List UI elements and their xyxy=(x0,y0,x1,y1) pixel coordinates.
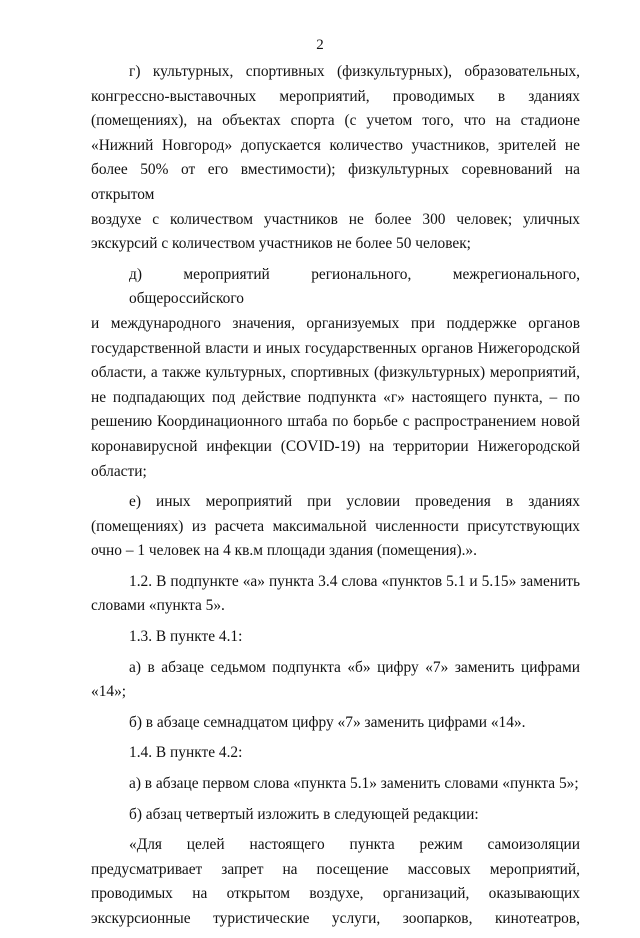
paragraph xyxy=(91,490,580,564)
text-line: 1.4. В пункте 4.2: xyxy=(129,744,243,762)
text-line: д) мероприятий регионального, межрегионального, общероссийского xyxy=(129,265,580,308)
text-line: области; xyxy=(91,462,147,480)
text-line: (помещениях), на объектах спорта (с учетом того, что на стадионе xyxy=(91,112,580,130)
text-line: а) в абзаце первом слова «пункта 5.1» заменить словами «пункта 5»; xyxy=(129,775,579,793)
text-line: «Нижний Новгород» допускается количество участников, зрителей не xyxy=(91,136,580,154)
paragraph xyxy=(91,711,580,736)
text-line: более 50% от его вместимости); физкультурных соревнований на открытом xyxy=(91,161,580,203)
document-body xyxy=(91,60,580,938)
text-line: «Для целей настоящего пункта режим самоизоляции xyxy=(129,836,580,854)
text-line: «14»; xyxy=(91,683,127,701)
text-line: конгрессно-выставочных мероприятий, проводимых в зданиях xyxy=(91,87,580,105)
text-line: г) культурных, спортивных (физкультурных), образовательных, xyxy=(129,63,580,80)
paragraph xyxy=(91,263,580,484)
text-line: государственной власти и иных государственных органов Нижегородской xyxy=(91,339,580,357)
text-line: (помещениях) из расчета максимальной численности присутствующих xyxy=(91,517,580,535)
text-line: экскурсионные туристические услуги, зоопарков, кинотеатров, xyxy=(91,910,580,927)
text-line: а) в абзаце седьмом подпункта «б» цифру «7» заменить цифрами xyxy=(129,658,580,676)
paragraph xyxy=(91,772,580,797)
text-line: очно – 1 человек на 4 кв.м площади здания (помещения).». xyxy=(91,542,477,560)
text-line: коронавирусной инфекции (COVID-19) на территории Нижегородской xyxy=(91,437,580,455)
text-line: и международного значения, организуемых при поддержке органов xyxy=(91,314,580,332)
paragraph xyxy=(91,803,580,828)
text-line: предусматривает запрет на посещение массовых мероприятий, xyxy=(91,860,580,878)
paragraph xyxy=(91,60,580,257)
paragraph xyxy=(91,656,580,705)
text-line: воздухе с количеством участников не более 300 человек; уличных xyxy=(91,210,580,228)
paragraph xyxy=(91,833,580,931)
paragraph xyxy=(91,625,580,650)
text-line: области, а также культурных, спортивных (физкультурных) мероприятий, xyxy=(91,364,580,382)
paragraph xyxy=(91,741,580,766)
text-line: б) абзац четвертый изложить в следующей редакции: xyxy=(129,805,479,823)
text-line: 1.3. В пункте 4.1: xyxy=(129,628,243,646)
text-line: решению Координационного штаба по борьбе с распространением новой xyxy=(91,413,580,431)
text-line: е) иных мероприятий при условии проведения в зданиях xyxy=(129,493,580,511)
text-line: проводимых на открытом воздухе, организаций, оказывающих xyxy=(91,885,580,903)
text-line: экскурсий с количеством участников не более 50 человек; xyxy=(91,235,471,253)
text-line: словами «пункта 5». xyxy=(91,597,225,615)
paragraph xyxy=(91,570,580,619)
page-number: 2 xyxy=(316,37,324,53)
text-line: б) в абзаце семнадцатом цифру «7» заменить цифрами «14». xyxy=(129,713,526,731)
text-line: 1.2. В подпункте «а» пункта 3.4 слова «пунктов 5.1 и 5.15» заменить xyxy=(129,572,580,590)
text-line: не подпадающих под действие подпункта «г» настоящего пункта, – по xyxy=(91,388,580,406)
